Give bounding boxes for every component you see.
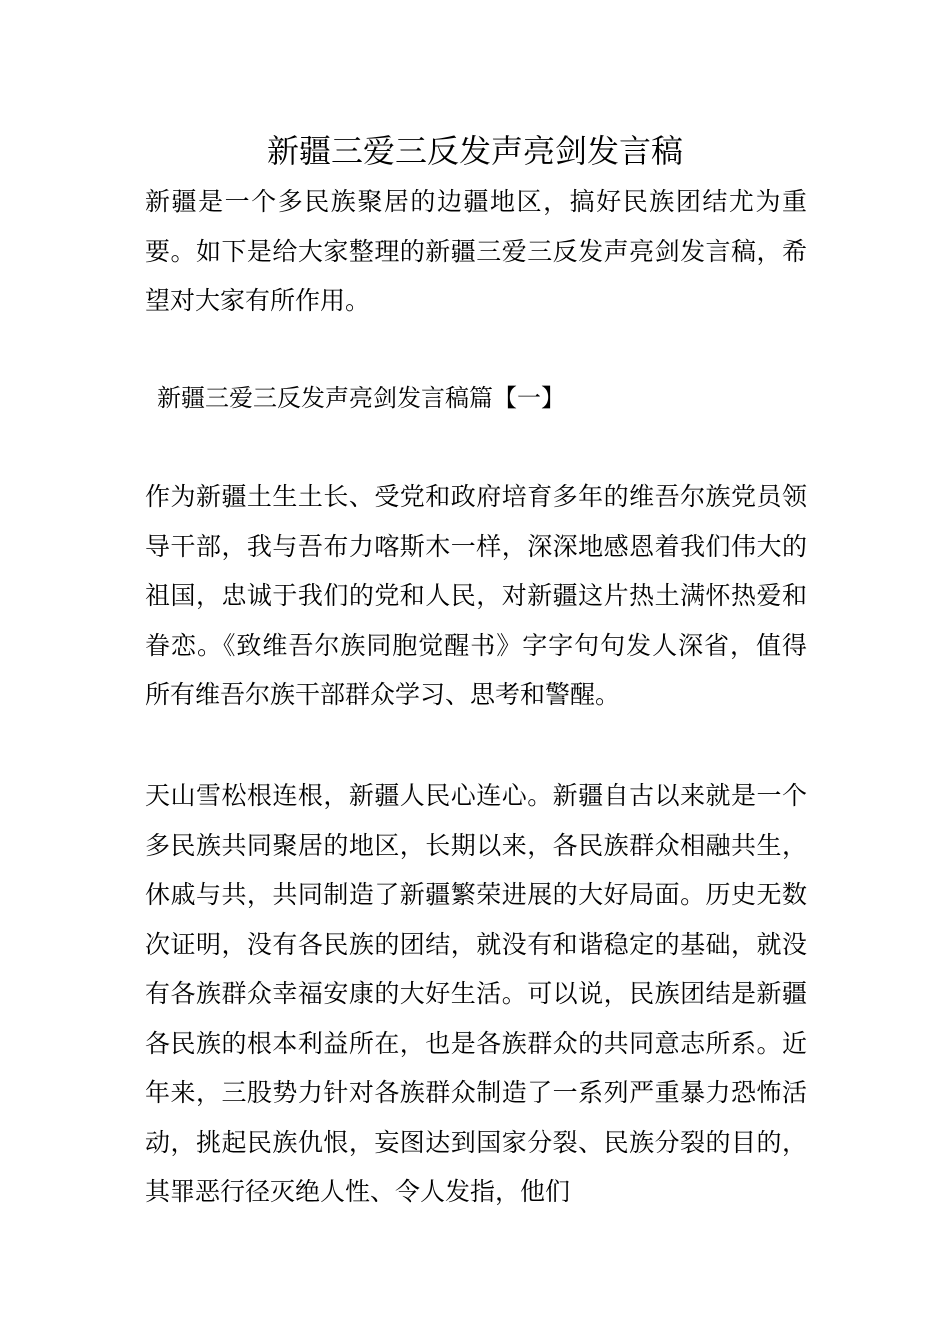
document-title: 新疆三爱三反发声亮剑发言稿: [266, 132, 683, 170]
section-heading: 新疆三爱三反发声亮剑发言稿篇【一】: [157, 384, 565, 412]
body-paragraph-1: 作为新疆土生土长、受党和政府培育多年的维吾尔族党员领导干部，我与吾布力喀斯木一样，深深地感恩着我们伟大的祖国，忠诚于我们的党和人民，对新疆这片热土满怀热爱和眷恋。《致维吾尔族同胞觉醒书》字字句句发人深省，值得所有维吾尔族干部群众学习、思考和警醒。: [145, 482, 807, 709]
intro-paragraph: 新疆是一个多民族聚居的边疆地区，搞好民族团结尤为重要。如下是给大家整理的新疆三爱三反发声亮剑发言稿，希望对大家有所作用。: [145, 187, 807, 315]
body-paragraph-2: 天山雪松根连根，新疆人民心连心。新疆自古以来就是一个多民族共同聚居的地区，长期以来，各民族群众相融共生，休戚与共，共同制造了新疆繁荣进展的大好局面。历史无数次证明，没有各民族的团结，就没有和谐稳定的基础，就没有各族群众幸福安康的大好生活。可以说，民族团结是新疆各民族的根本利益所在，也是各族群众的共同意志所系。近年来，三股势力针对各族群众制造了一系列严重暴力恐怖活动，挑起民族仇恨，妄图达到国家分裂、民族分裂的目的，其罪恶行径灭绝人性、令人发指，他们: [145, 781, 807, 1206]
